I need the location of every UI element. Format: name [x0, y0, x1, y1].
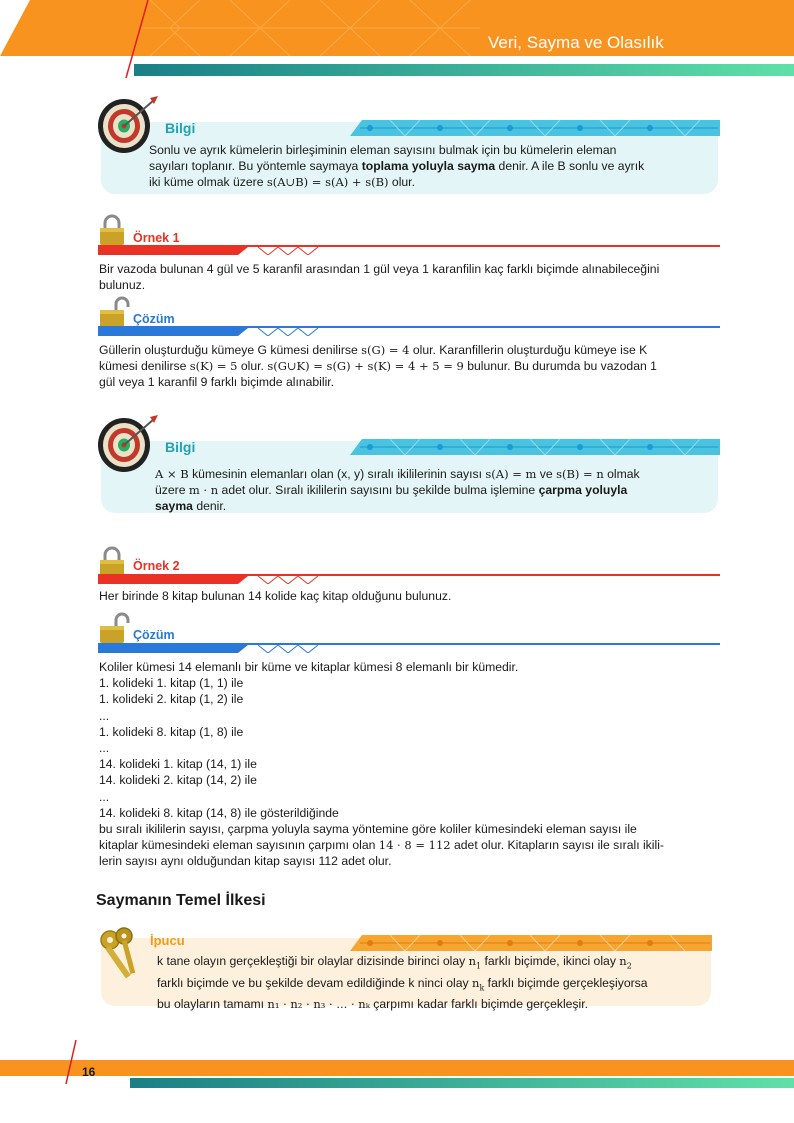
example-label: Örnek 2 — [133, 559, 180, 573]
unlocked-padlock-icon — [98, 612, 134, 644]
section-heading: Saymanın Temel İlkesi — [96, 892, 266, 909]
solution-bar — [98, 326, 720, 336]
page-number: 16 — [82, 1065, 96, 1079]
info-text-1: Sonlu ve ayrık kümelerin birleşiminin eleman sayısını bulmak için bu kümelerin eleman sayıları toplanır. Bu yöntemle saymaya toplama yoluyla sayma denir. A ile B sonlu ve ayrık iki küme olmak üzere s(A∪B) = s(A) + s(B) olur. — [149, 143, 645, 190]
example-label: Örnek 1 — [133, 231, 180, 245]
padlock-icon — [98, 214, 126, 246]
solution-2-text: Koliler kümesi 14 elemanlı bir küme ve kitaplar kümesi 8 elemanlı bir kümedir. 1. kolideki 1. kitap (1, 1) ile 1. kolideki 2. kitap (1, 2) ile ... 1. kolideki 8. kitap (1, 8) ile ... 14. kolideki 1. kitap (14, 1) ile 14. kolideki 2. kitap (14, 2) ile ... 14. kolideki 8. kitap (14, 8) ile gösterildiğinde bu sıralı ikililerin sayısı, çarpma yoluyla sayma yöntemine göre koliler kümesindeki eleman sayısı ile kitaplar kümesindeki eleman sayısının çarpımı olan 14 · 8 = 112 adet olur. Kitapların sayısı ile sıralı ikili- lerin sayısı aynı olduğundan kitap sayısı 112 adet olur. — [99, 660, 664, 869]
keys-icon — [96, 926, 148, 986]
solution-1-text: Güllerin oluşturduğu kümeye G kümesi denilirse s(G) = 4 olur. Karanfillerin oluşturduğu kümeye ise K kümesi denilirse s(K) = 5 olur. s(G∪K) = s(G) + s(K) = 4 + 5 = 9 bulunur. Bu durumda bu vazodan 1 gül veya 1 karanfil 9 farklı biçimde alınabilir. — [99, 343, 657, 390]
unlocked-padlock-icon — [98, 296, 134, 328]
tip-title: İpucu — [150, 933, 185, 948]
example-2-text: Her birinde 8 kitap bulunan 14 kolide kaç kitap olduğunu bulunuz. — [99, 589, 452, 603]
solution-label: Çözüm — [133, 628, 175, 642]
tip-text: k tane olayın gerçekleştiği bir olaylar dizisinde birinci olay $n_1$ farklı biçimde, ikinci olay $n_2$ farklı biçimde ve bu şekilde devam edildiğinde k ninci olay $n_k$ farklı biçimde gerçekleşiyorsa bu olayların tamamı n₁ · n₂ · n₃ · ... · nₖ çarpımı kadar farklı biçimde gerçekleşir. — [157, 954, 648, 1012]
header-title: Veri, Sayma ve Olasılık — [488, 33, 664, 52]
info-title: Bilgi — [165, 439, 196, 455]
dartboard-icon — [96, 413, 158, 473]
example-bar — [98, 245, 720, 255]
info-header-bar — [350, 439, 720, 455]
info-header-bar — [350, 120, 720, 136]
tip-header-bar — [350, 935, 712, 951]
info-text-2: A × B kümesinin elemanları olan (x, y) sıralı ikililerinin sayısı s(A) = m ve s(B) = n olmak üzere m · n adet olur. Sıralı ikililerin sayısını bu şekilde bulma işlemine çarpma yoluyla sayma denir. — [155, 467, 640, 514]
example-bar — [98, 574, 720, 584]
header-band — [0, 0, 794, 78]
footer-band — [0, 1040, 794, 1090]
solution-bar — [98, 643, 720, 653]
example-1-text: Bir vazoda bulunan 4 gül ve 5 karanfil arasından 1 gül veya 1 karanfilin kaç farklı biçimde alınabileceğini bulunuz. — [99, 262, 660, 293]
info-title: Bilgi — [165, 120, 196, 136]
solution-label: Çözüm — [133, 312, 175, 326]
